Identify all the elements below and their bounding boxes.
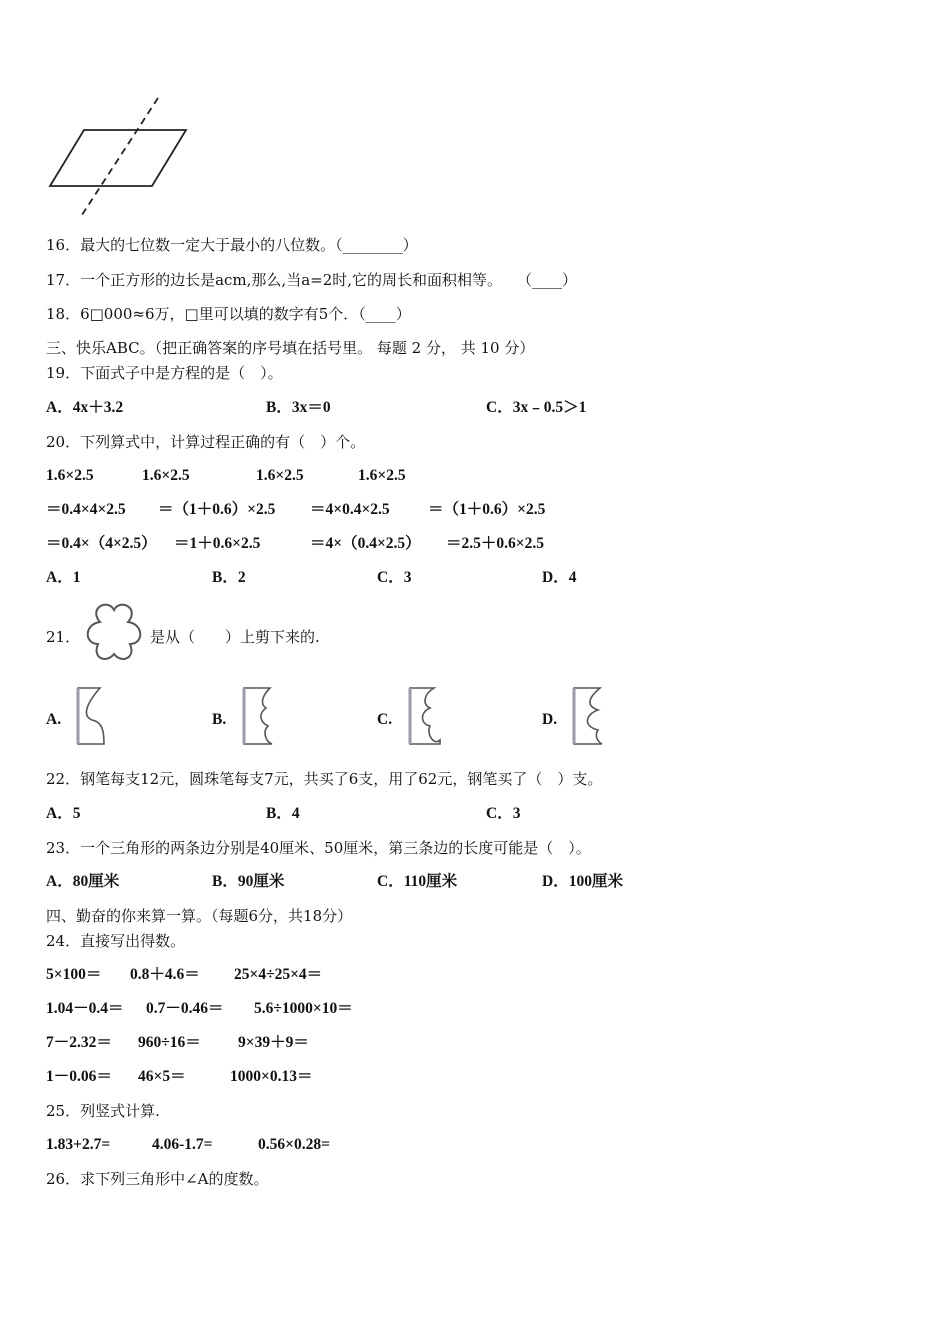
q22-stem: 22．钢笔每支12元，圆珠笔每支7元，共买了6支，用了62元，钢笔买了（ ）支。 [46,770,603,788]
q19-option-b: B．3x＝0 [266,399,331,416]
q20-expr-3-3: ＝4×（0.4×2.5） [310,535,421,552]
q24-item-4-1: 1－0.06＝ [46,1068,112,1085]
q20-expr-1-1: 1.6×2.5 [46,467,94,484]
q24-item-4-2: 46×5＝ [138,1068,186,1085]
q24-item-1-2: 0.8＋4.6＝ [130,966,200,983]
q20-stem: 20．下列算式中，计算过程正确的有（ ）个。 [46,433,366,451]
q24-stem: 24．直接写出得数。 [46,932,186,950]
q25-item-2: 4.06-1.7= [152,1136,213,1153]
q21-stem: 是从（ ）上剪下来的. [150,628,320,646]
q24-item-1-1: 5×100＝ [46,966,102,983]
paper-shape-d [574,688,602,744]
q25-item-1: 1.83+2.7= [46,1136,111,1153]
section4-heading: 四、勤奋的你来算一算。（每题6分，共18分） [46,907,353,925]
q16: 16．最大的七位数一定大于最小的八位数。（________） [46,236,418,254]
q23-option-b: B．90厘米 [212,873,285,890]
q20-option-d: D．4 [542,569,577,586]
clover-shape-figure [78,600,150,666]
q18: 18．6□000≈6万，□里可以填的数字有5个．（____） [46,305,411,323]
q22-option-c: C．3 [486,805,521,822]
q22-option-a: A．5 [46,805,81,822]
q24-item-2-1: 1.04－0.4＝ [46,1000,124,1017]
q21-option-b: B. [212,711,227,728]
q23-option-a: A．80厘米 [46,873,120,890]
q24-item-3-1: 7－2.32＝ [46,1034,112,1051]
q17: 17．一个正方形的边长是acm,那么,当a=2时,它的周长和面积相等。 （____） [46,271,578,289]
q20-expr-3-2: ＝1＋0.6×2.5 [174,535,261,552]
q24-item-4-3: 1000×0.13＝ [230,1068,313,1085]
q19-option-c: C．3x﹣0.5＞1 [486,399,587,416]
q22-option-b: B．4 [266,805,300,822]
q21-option-c: C. [377,711,393,728]
q25-stem: 25．列竖式计算. [46,1102,160,1120]
q20-option-b: B．2 [212,569,246,586]
q21-option-a: A. [46,711,62,728]
q19-stem: 19．下面式子中是方程的是（ ）。 [46,364,283,382]
q24-item-2-2: 0.7－0.46＝ [146,1000,224,1017]
q24-item-2-3: 5.6÷1000×10＝ [254,1000,353,1017]
q20-expr-1-2: 1.6×2.5 [142,467,190,484]
q19-option-a: A．4x＋3.2 [46,399,124,416]
q20-expr-2-1: ＝0.4×4×2.5 [46,501,126,518]
q23-option-d: D．100厘米 [542,873,623,890]
q23-option-c: C．110厘米 [377,873,458,890]
q25-item-3: 0.56×0.28= [258,1136,330,1153]
q24-item-3-3: 9×39＋9＝ [238,1034,309,1051]
q20-option-a: A．1 [46,569,81,586]
q21-figure-a [72,684,112,750]
q21-option-d: D. [542,711,558,728]
q20-expr-2-3: ＝4×0.4×2.5 [310,501,390,518]
q20-expr-1-4: 1.6×2.5 [358,467,406,484]
q21-figure-d [568,684,612,750]
q20-option-c: C．3 [377,569,412,586]
q20-expr-3-1: ＝0.4×（4×2.5） [46,535,157,552]
q26-stem: 26．求下列三角形中∠A的度数。 [46,1170,269,1188]
parallelogram-figure [40,90,240,230]
q21-figure-c [404,684,448,750]
section3-heading: 三、快乐ABC。（把正确答案的序号填在括号里。 每题 2 分， 共 10 分） [46,339,535,357]
paper-shape-a [78,688,104,744]
q21-number: 21． [46,628,81,646]
clover-outline [88,605,141,659]
q20-expr-1-3: 1.6×2.5 [256,467,304,484]
q23-stem: 23．一个三角形的两条边分别是40厘米、50厘米，第三条边的长度可能是（ ）。 [46,839,591,857]
paper-shape-c [410,688,440,744]
q24-item-1-3: 25×4÷25×4＝ [234,966,323,983]
q24-item-3-2: 960÷16＝ [138,1034,201,1051]
q20-expr-3-4: ＝2.5＋0.6×2.5 [446,535,544,552]
paper-shape-b [244,688,272,744]
q21-figure-b [238,684,278,750]
q20-expr-2-4: ＝（1＋0.6）×2.5 [428,501,546,518]
dashed-line [80,98,158,218]
q20-expr-2-2: ＝（1＋0.6）×2.5 [158,501,276,518]
